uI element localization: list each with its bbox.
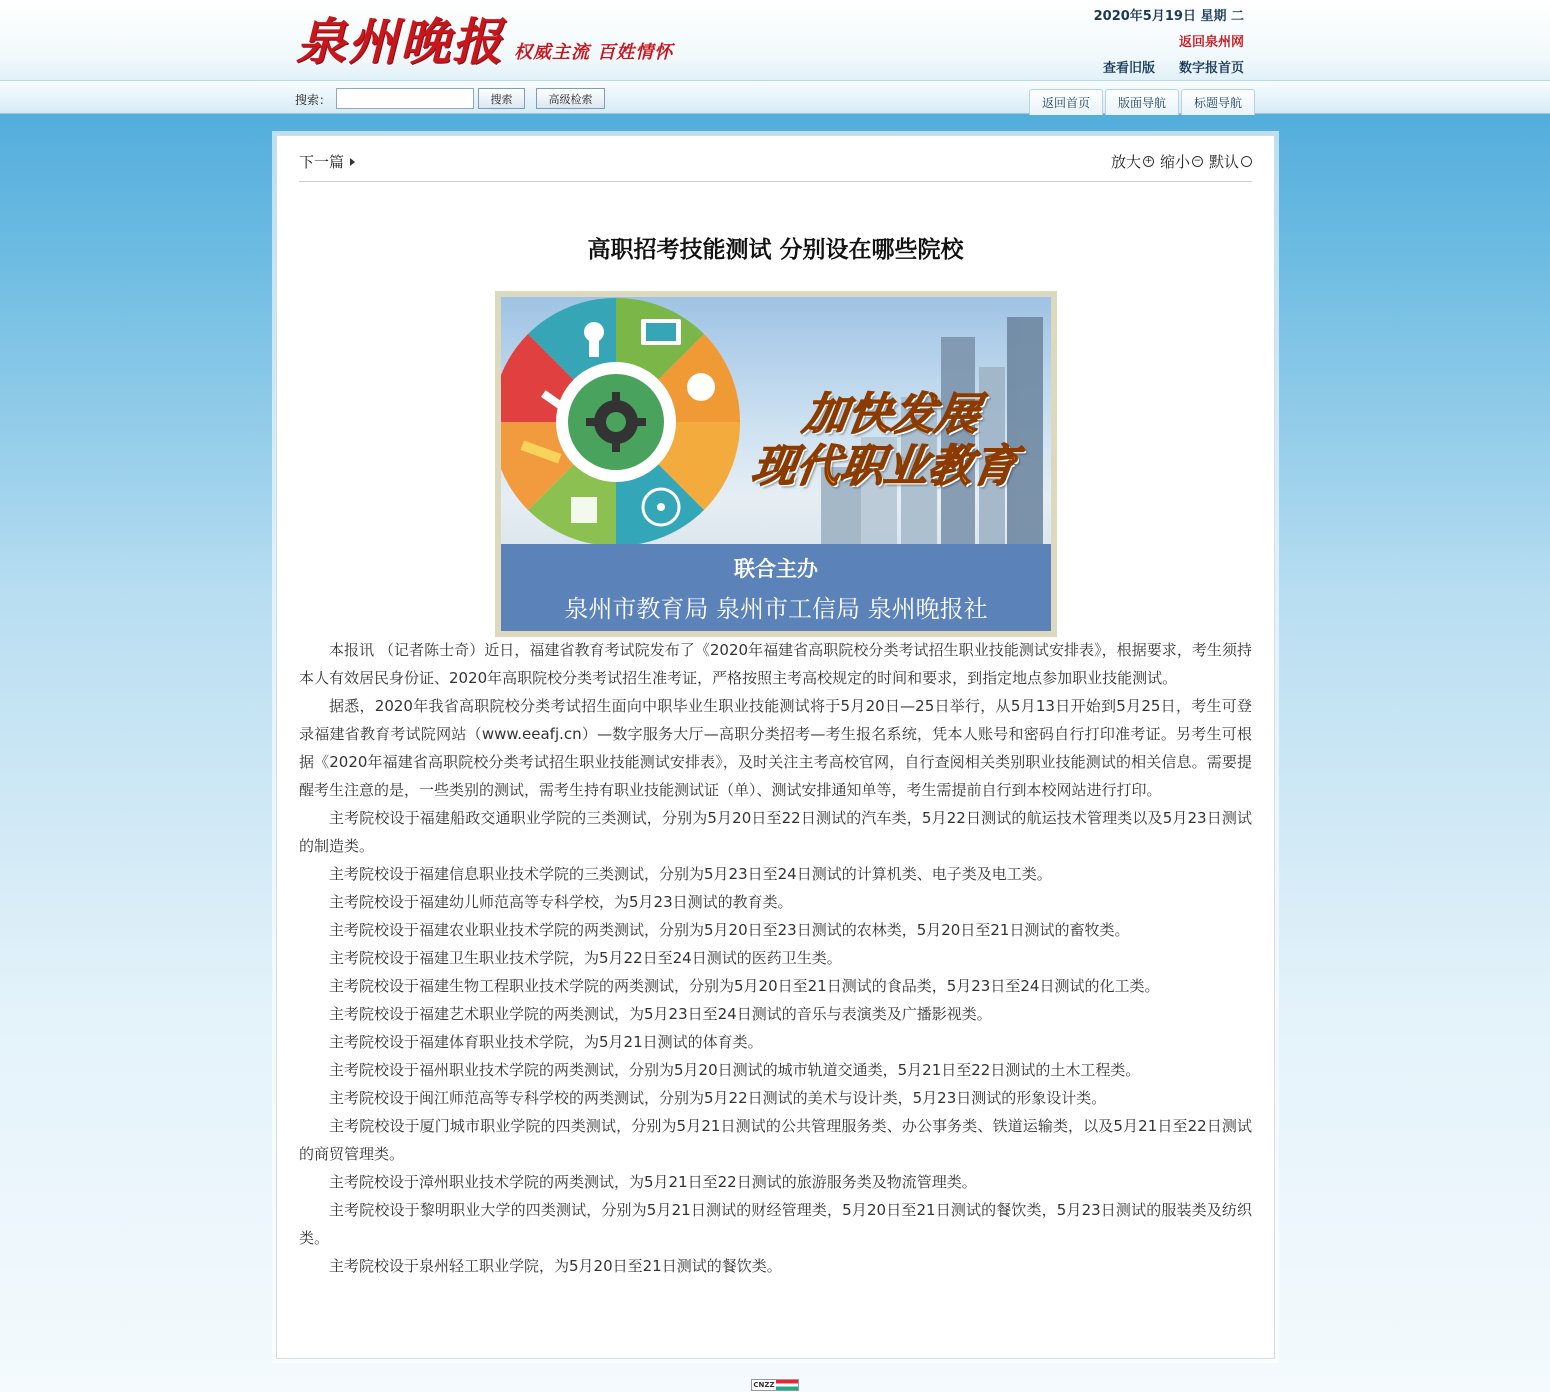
article-paragraph: 主考院校设于黎明职业大学的四类测试，分别为5月21日测试的财经管理类，5月20日至21日测试的餐饮类，5月23日测试的服装类及纺织类。 (299, 1201, 1252, 1247)
masthead-name: 泉州晚报 (296, 12, 504, 71)
circle-icon (1241, 156, 1252, 167)
search-input[interactable] (336, 88, 474, 109)
article-paragraph: 主考院校设于福建农业职业技术学院的两类测试，分别为5月20日至23日测试的农林类，5月20日至21日测试的畜牧类。 (329, 921, 1130, 939)
header-divider (299, 181, 1252, 182)
minus-circle-icon: − (1193, 156, 1202, 166)
arrow-right-icon (350, 158, 355, 166)
banner-headline-line2: 现代职业教育 (748, 441, 1020, 492)
banner-headline (716, 389, 1051, 493)
advanced-search-button[interactable]: 高级检索 (536, 88, 605, 109)
banner-subtitle: 联合主办 (734, 557, 818, 581)
old-version-link[interactable]: 查看旧版 (1102, 61, 1155, 76)
banner-organizers: 泉州市教育局 泉州市工信局 泉州晚报社 (564, 595, 988, 623)
article-banner-image (495, 291, 1057, 637)
site-header (0, 0, 1550, 80)
zoom-out-button[interactable] (1160, 151, 1203, 172)
article-paragraph: 主考院校设于福建信息职业技术学院的三类测试，分别为5月23日至24日测试的计算机类、电子类及电工类。 (329, 865, 1052, 883)
issue-date: 2020年5月19日 星期 二 (1093, 9, 1244, 24)
article-paragraph: 主考院校设于福建艺术职业学院的两类测试，为5月23日至24日测试的音乐与表演类及广播影视类。 (329, 1005, 992, 1023)
article-body (299, 636, 1252, 1280)
zoom-default-button[interactable] (1209, 151, 1252, 172)
stats-badge[interactable] (751, 1379, 799, 1391)
search-button[interactable]: 搜索 (478, 88, 525, 109)
zoom-default-label: 默认 (1208, 153, 1239, 171)
zoom-out-label: 缩小 (1159, 153, 1190, 171)
digital-home-link[interactable]: 数字报首页 (1178, 61, 1244, 76)
zoom-in-button[interactable] (1111, 151, 1154, 172)
education-wheel-icon (501, 298, 740, 546)
article-card (276, 135, 1275, 1359)
article-paragraph: 主考院校设于福建卫生职业技术学院，为5月22日至24日测试的医药卫生类。 (329, 949, 842, 967)
article-title: 高职招考技能测试 分别设在哪些院校 (587, 237, 964, 263)
tab-page-nav[interactable]: 版面导航 (1105, 89, 1179, 115)
plus-circle-icon: + (1144, 156, 1153, 166)
article-paragraph: 主考院校设于福州职业技术学院的两类测试，分别为5月20日测试的城市轨道交通类，5月21日至22日测试的土木工程类。 (329, 1061, 1141, 1079)
zoom-in-label: 放大 (1110, 153, 1141, 171)
nav-tabs (1029, 89, 1255, 115)
search-label: 搜索： (295, 93, 332, 107)
article-paragraph: 主考院校设于福建船政交通职业学院的三类测试，分别为5月20日至22日测试的汽车类，5月22日测试的航运技术管理类以及5月23日测试的制造类。 (299, 809, 1252, 855)
article-paragraph: 据悉，2020年我省高职院校分类考试招生面向中职毕业生职业技能测试将于5月20日—25日举行，从5月13日开始到5月25日，考生可登录福建省教育考试院网站（www.eeafj.cn）—数字服务大厅—高职分类招考—考生报名系统，凭本人账号和密码自行打印准考证。另考生可根据《2020年福建省高职院校分类考试招生职业技能测试安排表》，及时关注主考高校官网，自行查阅相关类别职业技能测试的相关信息。需要提醒考生注意的是，一些类别的测试，需考生持有职业技能测试证（单）、测试安排通知单等，考生需提前自行到本校网站进行打印。 (299, 697, 1252, 799)
next-article-link[interactable] (299, 151, 355, 172)
masthead-logo[interactable] (296, 10, 673, 72)
masthead-slogan: 权威主流 百姓情怀 (514, 42, 674, 63)
header-links (1103, 57, 1244, 76)
banner-headline-line1: 加快发展 (800, 389, 984, 440)
article-paragraph: 主考院校设于泉州轻工职业学院，为5月20日至21日测试的餐饮类。 (329, 1257, 782, 1275)
article-paragraph: 主考院校设于福建体育职业技术学院，为5月21日测试的体育类。 (329, 1033, 763, 1051)
article-paragraph: 本报讯 （记者陈士奇）近日，福建省教育考试院发布了《2020年福建省高职院校分类考试招生职业技能测试安排表》，根据要求，考生须持本人有效居民身份证、2020年高职院校分类考试招生准考证，严格按照主考高校规定的时间和要求，到指定地点参加职业技能测试。 (299, 641, 1252, 687)
tab-home[interactable]: 返回首页 (1029, 89, 1103, 115)
next-article-label: 下一篇 (299, 153, 345, 171)
banner-canvas (501, 297, 1051, 631)
search-toolbar (0, 80, 1550, 114)
article-paragraph: 主考院校设于福建生物工程职业技术学院的两类测试，分别为5月20日至21日测试的食品类，5月23日至24日测试的化工类。 (329, 977, 1160, 995)
font-zoom-controls (1111, 151, 1252, 172)
stats-badge-flag-icon (776, 1380, 798, 1390)
article-paragraph: 主考院校设于福建幼儿师范高等专科学校，为5月23日测试的教育类。 (329, 893, 793, 911)
article-paragraph: 主考院校设于闽江师范高等专科学校的两类测试，分别为5月22日测试的美术与设计类，5月23日测试的形象设计类。 (329, 1089, 1107, 1107)
tab-title-nav[interactable]: 标题导航 (1181, 89, 1255, 115)
article-paragraph: 主考院校设于厦门城市职业学院的四类测试，分别为5月21日测试的公共管理服务类、办公事务类、铁道运输类，以及5月21日至22日测试的商贸管理类。 (299, 1117, 1252, 1163)
back-to-site-link[interactable]: 返回泉州网 (1178, 35, 1244, 50)
article-paragraph: 主考院校设于漳州职业技术学院的两类测试，为5月21日至22日测试的旅游服务类及物流管理类。 (329, 1173, 977, 1191)
stats-badge-label: CNZZ (753, 1381, 775, 1389)
